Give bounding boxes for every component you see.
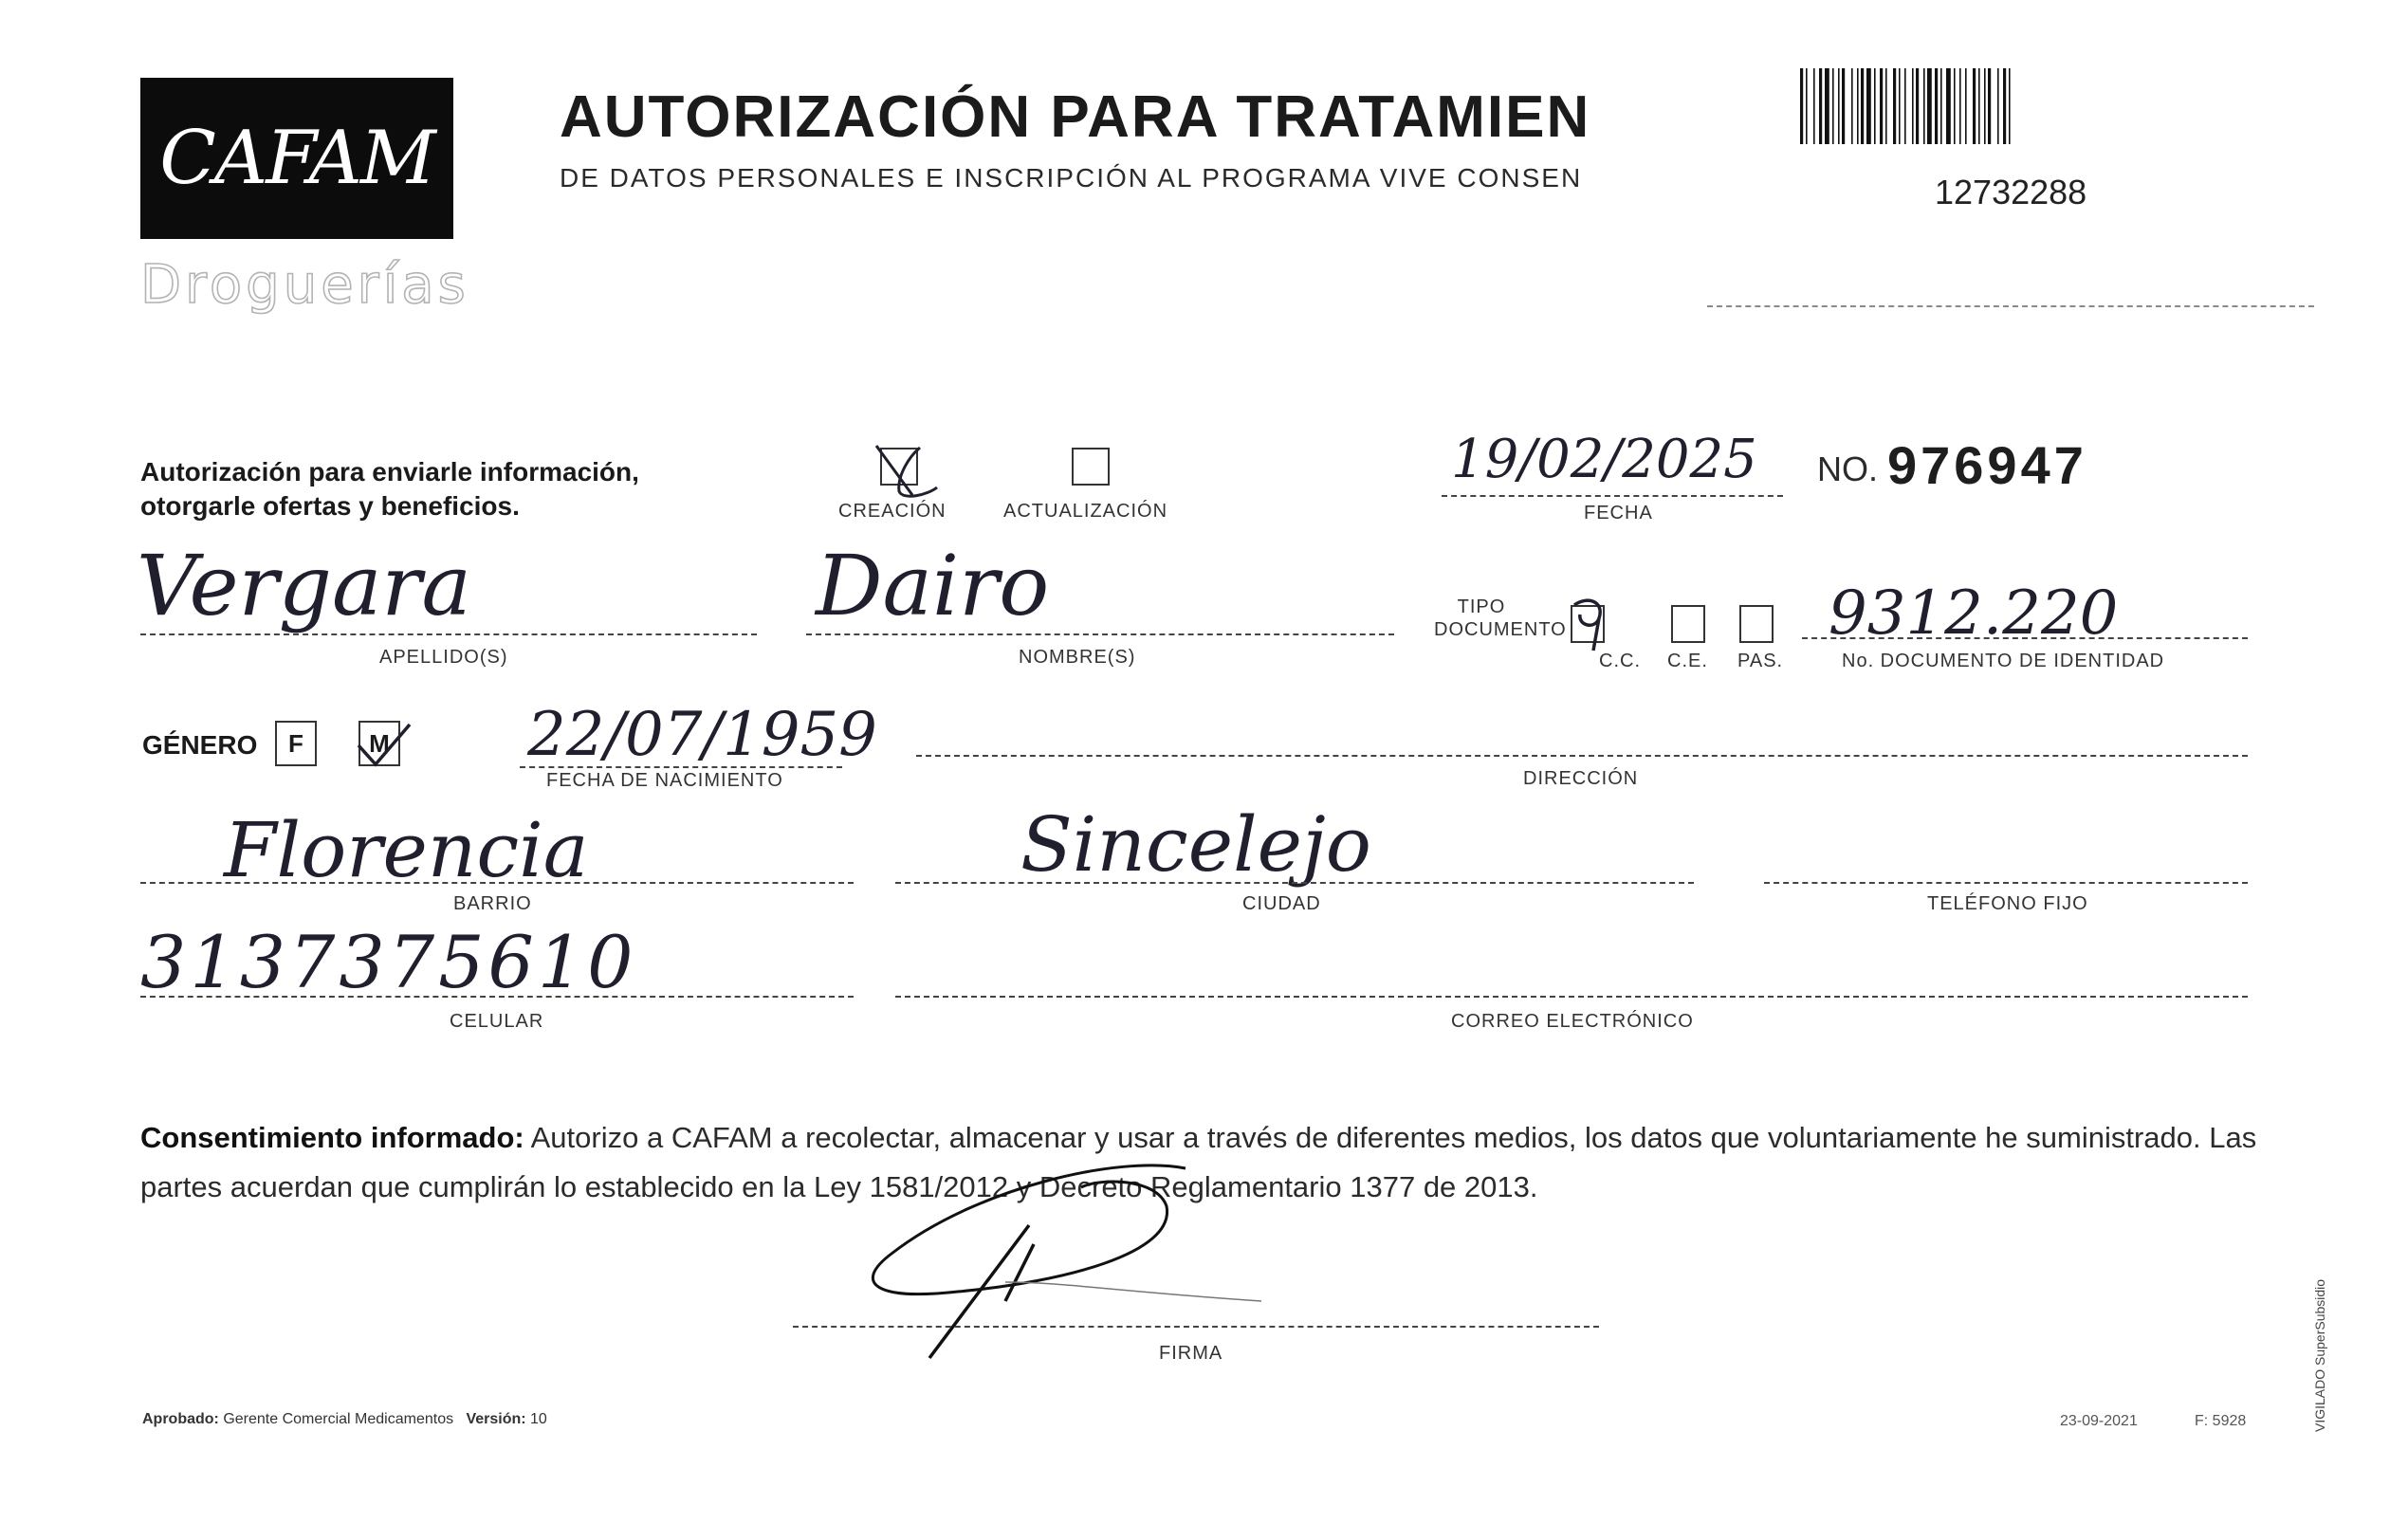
ce-label: C.E. bbox=[1667, 651, 1708, 671]
correo-line bbox=[895, 996, 2248, 998]
pas-checkbox[interactable] bbox=[1739, 605, 1774, 643]
ciudad-value: Sincelejo bbox=[1020, 800, 1371, 889]
barcode-bar bbox=[1988, 68, 1991, 144]
signature-drawing bbox=[835, 1149, 1271, 1367]
barrio-label: BARRIO bbox=[453, 893, 532, 914]
correo-label: CORREO ELECTRÓNICO bbox=[1451, 1011, 1694, 1032]
barcode-bar bbox=[1880, 68, 1883, 144]
fecha-line bbox=[1442, 495, 1783, 497]
documento-value: 9312.220 bbox=[1829, 578, 2119, 649]
documento-label: No. DOCUMENTO DE IDENTIDAD bbox=[1842, 651, 2165, 671]
genero-label: GÉNERO bbox=[142, 730, 258, 760]
barcode-bar bbox=[1899, 68, 1901, 144]
barcode-bar bbox=[1857, 68, 1859, 144]
barcode-bar bbox=[1874, 68, 1876, 144]
vigilado-text: VIGILADO SuperSubsidio bbox=[2312, 1278, 2327, 1432]
barcode-bar bbox=[1954, 68, 1956, 144]
direccion-label: DIRECCIÓN bbox=[1523, 768, 1639, 789]
no-value: 976947 bbox=[1887, 435, 2087, 495]
barcode-bar bbox=[1912, 68, 1914, 144]
no-label: NO. bbox=[1817, 450, 1879, 488]
creacion-label: CREACIÓN bbox=[838, 501, 947, 522]
version-label: Versión: bbox=[466, 1411, 526, 1427]
firma-label: FIRMA bbox=[1159, 1343, 1223, 1364]
barcode-bar bbox=[1927, 68, 1932, 144]
apellido-label: APELLIDO(S) bbox=[379, 647, 508, 668]
barcode-bar bbox=[1806, 68, 1808, 144]
pas-label: PAS. bbox=[1737, 651, 1784, 671]
barcode-bar bbox=[1813, 68, 1815, 144]
nacimiento-label: FECHA DE NACIMIENTO bbox=[546, 770, 783, 791]
footer-code: F: 5928 bbox=[2195, 1413, 2247, 1429]
apellido-line bbox=[140, 633, 757, 635]
barcode-bar bbox=[1965, 68, 1967, 144]
version-value: 10 bbox=[530, 1411, 547, 1427]
barcode-bar bbox=[1832, 68, 1834, 144]
barcode-bar bbox=[1800, 68, 1803, 144]
barcode-bar bbox=[1923, 68, 1925, 144]
firma-line bbox=[793, 1326, 1599, 1328]
drogerias-logo-text: Droguerías bbox=[140, 254, 469, 316]
ciudad-label: CIUDAD bbox=[1242, 893, 1321, 914]
barcode-bar bbox=[1978, 68, 1980, 144]
form-title: AUTORIZACIÓN PARA TRATAMIEN bbox=[560, 84, 1591, 150]
celular-label: CELULAR bbox=[450, 1011, 544, 1032]
ciudad-line bbox=[895, 882, 1694, 884]
barcode bbox=[1800, 68, 2179, 144]
ce-checkbox[interactable] bbox=[1671, 605, 1705, 643]
barcode-bar bbox=[1973, 68, 1976, 144]
barcode-bar bbox=[1935, 68, 1938, 144]
aprobado-label: Aprobado: bbox=[142, 1411, 219, 1427]
consent-text: Autorizo a CAFAM a recolectar, almacenar y usar a través de diferentes medios, los datos que voluntariamente he suministrado. Las partes acuerdan que cumplirán lo establecido en la Ley 1581/2012 y Decreto Reglamentario 1377 de 2013. bbox=[140, 1121, 2257, 1203]
barcode-bar bbox=[2009, 68, 2011, 144]
celular-value: 3137375610 bbox=[140, 920, 637, 1004]
side-vigilado-mark bbox=[2312, 1223, 2337, 1432]
barcode-bar bbox=[2003, 68, 2006, 144]
barcode-bar bbox=[1893, 68, 1896, 144]
nombre-label: NOMBRE(S) bbox=[1019, 647, 1136, 668]
barcode-bar bbox=[1861, 68, 1864, 144]
barcode-bar bbox=[1904, 68, 1906, 144]
documento-line bbox=[1802, 637, 2248, 639]
barcode-bar bbox=[1946, 68, 1951, 144]
barcode-bar bbox=[1959, 68, 1961, 144]
aprobado-value: Gerente Comercial Medicamentos bbox=[223, 1411, 454, 1427]
barcode-bar bbox=[1825, 68, 1829, 144]
barcode-bar bbox=[1984, 68, 1986, 144]
fecha-label: FECHA bbox=[1584, 503, 1653, 523]
footer-approval bbox=[142, 1411, 547, 1428]
barcode-bar bbox=[1866, 68, 1871, 144]
barcode-number: 12732288 bbox=[1935, 173, 2087, 211]
barcode-bar bbox=[1885, 68, 1887, 144]
form-subtitle: DE DATOS PERSONALES E INSCRIPCIÓN AL PROGRAMA VIVE CONSEN bbox=[560, 163, 1583, 193]
actualizacion-checkbox[interactable] bbox=[1072, 448, 1110, 486]
apellido-value: Vergara bbox=[137, 537, 471, 634]
genero-m-box[interactable]: M bbox=[358, 721, 400, 766]
barcode-bar bbox=[1819, 68, 1822, 144]
telefono-label: TELÉFONO FIJO bbox=[1927, 893, 2088, 914]
top-dashed-line bbox=[1707, 305, 2314, 307]
cc-checkmark bbox=[1561, 592, 1618, 658]
creacion-checkmark bbox=[871, 438, 965, 505]
nacimiento-value: 22/07/1959 bbox=[527, 700, 877, 770]
barcode-bar bbox=[1997, 68, 1999, 144]
genero-m-checkmark bbox=[353, 717, 419, 774]
authorization-text: Autorización para enviarle información, otorgarle ofertas y beneficios. bbox=[140, 457, 639, 521]
fecha-value: 19/02/2025 bbox=[1451, 429, 1757, 490]
barcode-bar bbox=[1842, 68, 1845, 144]
footer-date: 23-09-2021 bbox=[2060, 1413, 2138, 1429]
nombre-line bbox=[806, 633, 1394, 635]
nacimiento-line bbox=[520, 766, 842, 768]
barcode-bar bbox=[1851, 68, 1853, 144]
direccion-line bbox=[916, 755, 2248, 757]
tipo-documento-label: TIPO DOCUMENTO bbox=[1434, 596, 1567, 640]
celular-line bbox=[140, 996, 854, 998]
cafam-logo: CAFAM bbox=[159, 116, 434, 201]
cc-label: C.C. bbox=[1599, 651, 1641, 671]
nombre-value: Dairo bbox=[816, 537, 1050, 634]
barcode-bar bbox=[1940, 68, 1942, 144]
barcode-bar bbox=[1838, 68, 1840, 144]
barrio-line bbox=[140, 882, 854, 884]
telefono-line bbox=[1764, 882, 2248, 884]
genero-f-box[interactable]: F bbox=[275, 721, 317, 766]
consent-title: Consentimiento informado: bbox=[140, 1121, 524, 1154]
barcode-bar bbox=[1916, 68, 1919, 144]
barrio-value: Florencia bbox=[224, 806, 589, 894]
actualizacion-label: ACTUALIZACIÓN bbox=[1003, 501, 1168, 522]
